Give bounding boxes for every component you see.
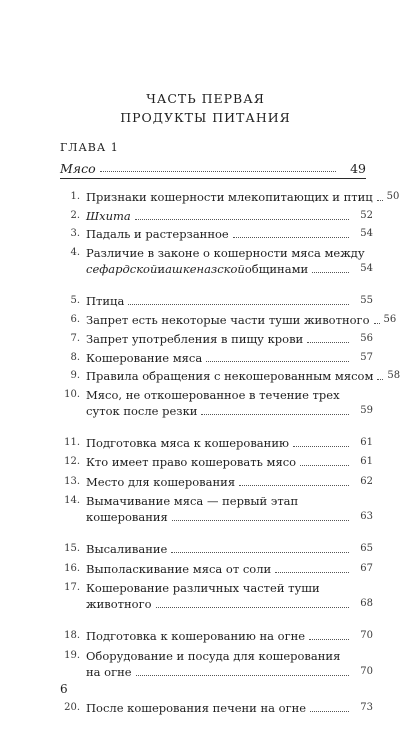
toc-entry	[60, 700, 373, 716]
toc-entry	[60, 648, 373, 680]
entry-page-number: 55	[360, 295, 373, 306]
toc-entry	[60, 331, 373, 347]
entry-title: на огне	[86, 665, 132, 679]
entry-number: 18.	[64, 630, 80, 641]
entry-number: 12.	[64, 456, 80, 467]
entry-page-number: 61	[360, 456, 373, 467]
entry-title: общинами	[244, 262, 309, 276]
entry-title: Место для кошерования	[86, 475, 236, 489]
dot-leader	[128, 304, 349, 305]
entry-page-number: 57	[360, 352, 373, 363]
toc-entry	[60, 541, 373, 557]
toc-entry	[60, 293, 373, 309]
toc-entry	[60, 561, 373, 577]
toc-entry	[60, 493, 373, 525]
dot-leader	[156, 607, 349, 608]
dot-leader	[136, 675, 349, 676]
entry-number: 16.	[64, 563, 80, 574]
entry-number: 19.	[64, 650, 80, 661]
entry-title: Высаливание	[86, 542, 168, 556]
part-title: ЧАСТЬ ПЕРВАЯ	[146, 91, 265, 106]
entry-number: 17.	[64, 582, 80, 593]
entry-page-number: 52	[360, 210, 373, 221]
chapter-title: Мясо	[60, 161, 96, 176]
chapter-divider	[60, 178, 366, 179]
entry-number: 5.	[70, 295, 80, 306]
page-number: 6	[60, 682, 68, 696]
entry-page-number: 58	[387, 370, 401, 381]
dot-leader	[293, 446, 349, 447]
entry-number: 20.	[64, 702, 80, 713]
entry-page-number: 63	[360, 511, 373, 522]
toc-entry	[60, 474, 373, 490]
entry-number: 2.	[70, 210, 80, 221]
entry-title: Подготовка к кошерованию на огне	[86, 629, 306, 643]
dot-leader	[206, 361, 349, 362]
entry-number: 9.	[70, 370, 80, 381]
dot-leader	[239, 485, 349, 486]
entry-title: Различие в законе о кошерности мяса между	[86, 246, 365, 260]
entry-title: Правила обращения с некошерованным мясом	[86, 369, 374, 383]
toc-entry	[60, 368, 401, 384]
dot-leader	[307, 342, 349, 343]
entry-title: Оборудование и посуда для кошерования	[86, 649, 341, 663]
entry-title: Подготовка мяса к кошерованию	[86, 436, 290, 450]
dot-leader	[312, 272, 349, 273]
entry-title: Кто имеет право кошеровать мясо	[86, 455, 297, 469]
toc-entry	[60, 208, 373, 224]
entry-page-number: 61	[360, 437, 373, 448]
dot-leader	[309, 639, 349, 640]
toc-entry	[60, 580, 373, 612]
toc-entry	[60, 628, 373, 644]
entry-page-number: 56	[360, 333, 373, 344]
entry-title: Кошерование мяса	[86, 351, 203, 365]
entry-page-number: 62	[360, 476, 373, 487]
entry-title: Падаль и растерзанное	[86, 227, 229, 241]
dot-leader	[172, 520, 349, 521]
entry-title: После кошерования печени на огне	[86, 701, 307, 715]
entry-page-number: 54	[360, 263, 373, 274]
entry-page-number: 73	[360, 702, 373, 713]
chapter-heading-row	[60, 158, 366, 176]
entry-number: 13.	[64, 476, 80, 487]
part-subtitle: ПРОДУКТЫ ПИТАНИЯ	[120, 110, 291, 125]
dot-leader	[377, 379, 383, 380]
chapter-label: ГЛАВА 1	[60, 141, 119, 154]
entry-page-number: 70	[360, 666, 373, 677]
toc-entry	[60, 226, 373, 242]
entry-number: 3.	[70, 228, 80, 239]
dot-leader	[135, 219, 349, 220]
entry-title: Шхита	[86, 209, 131, 223]
dot-leader	[201, 414, 349, 415]
entry-title: Кошерование различных частей туши	[86, 581, 320, 595]
entry-number: 10.	[64, 389, 80, 400]
toc-entry	[60, 189, 400, 205]
toc-entry	[60, 387, 373, 419]
entry-title: Запрет употребления в пищу крови	[86, 332, 304, 346]
toc-entry	[60, 454, 373, 470]
entry-title: сефардской	[86, 262, 158, 276]
entry-page-number: 59	[360, 405, 373, 416]
toc-entry	[60, 245, 373, 277]
entry-title: Запрет есть некоторые части туши животного	[86, 313, 370, 327]
entry-title: кошерования	[86, 510, 168, 524]
entry-title: Вымачивание мяса — первый этап	[86, 494, 299, 508]
entry-page-number: 68	[360, 598, 373, 609]
entry-page-number: 70	[360, 630, 373, 641]
dot-leader	[377, 200, 383, 201]
entry-page-number: 56	[383, 314, 397, 325]
entry-title: Мясо, не откошерованное в течение трех	[86, 388, 340, 402]
entry-title: ашкеназской	[165, 262, 245, 276]
toc-entry	[60, 312, 397, 328]
dot-leader	[100, 171, 336, 172]
dot-leader	[275, 572, 349, 573]
entry-number: 4.	[70, 247, 80, 258]
entry-number: 14.	[64, 495, 80, 506]
chapter-page-number: 49	[350, 161, 366, 176]
entry-number: 6.	[70, 314, 80, 325]
entry-number: 8.	[70, 352, 80, 363]
entry-page-number: 50	[386, 191, 400, 202]
dot-leader	[300, 465, 349, 466]
toc-entry	[60, 350, 373, 366]
entry-title: животного	[86, 597, 152, 611]
entry-page-number: 67	[360, 563, 373, 574]
entry-page-number: 54	[360, 228, 373, 239]
entry-title: Птица	[86, 294, 125, 308]
entry-title: Признаки кошерности млекопитающих и птиц	[86, 190, 373, 204]
dot-leader	[310, 711, 349, 712]
dot-leader	[233, 237, 349, 238]
entry-title: и	[157, 262, 166, 276]
dot-leader	[171, 552, 349, 553]
entry-page-number: 65	[360, 543, 373, 554]
entry-number: 11.	[64, 437, 80, 448]
entry-number: 1.	[70, 191, 80, 202]
entry-number: 15.	[64, 543, 80, 554]
toc-entry	[60, 435, 373, 451]
entry-title: Выполаскивание мяса от соли	[86, 562, 272, 576]
entry-title: суток после резки	[86, 404, 198, 418]
entry-number: 7.	[70, 333, 80, 344]
dot-leader	[374, 323, 380, 324]
